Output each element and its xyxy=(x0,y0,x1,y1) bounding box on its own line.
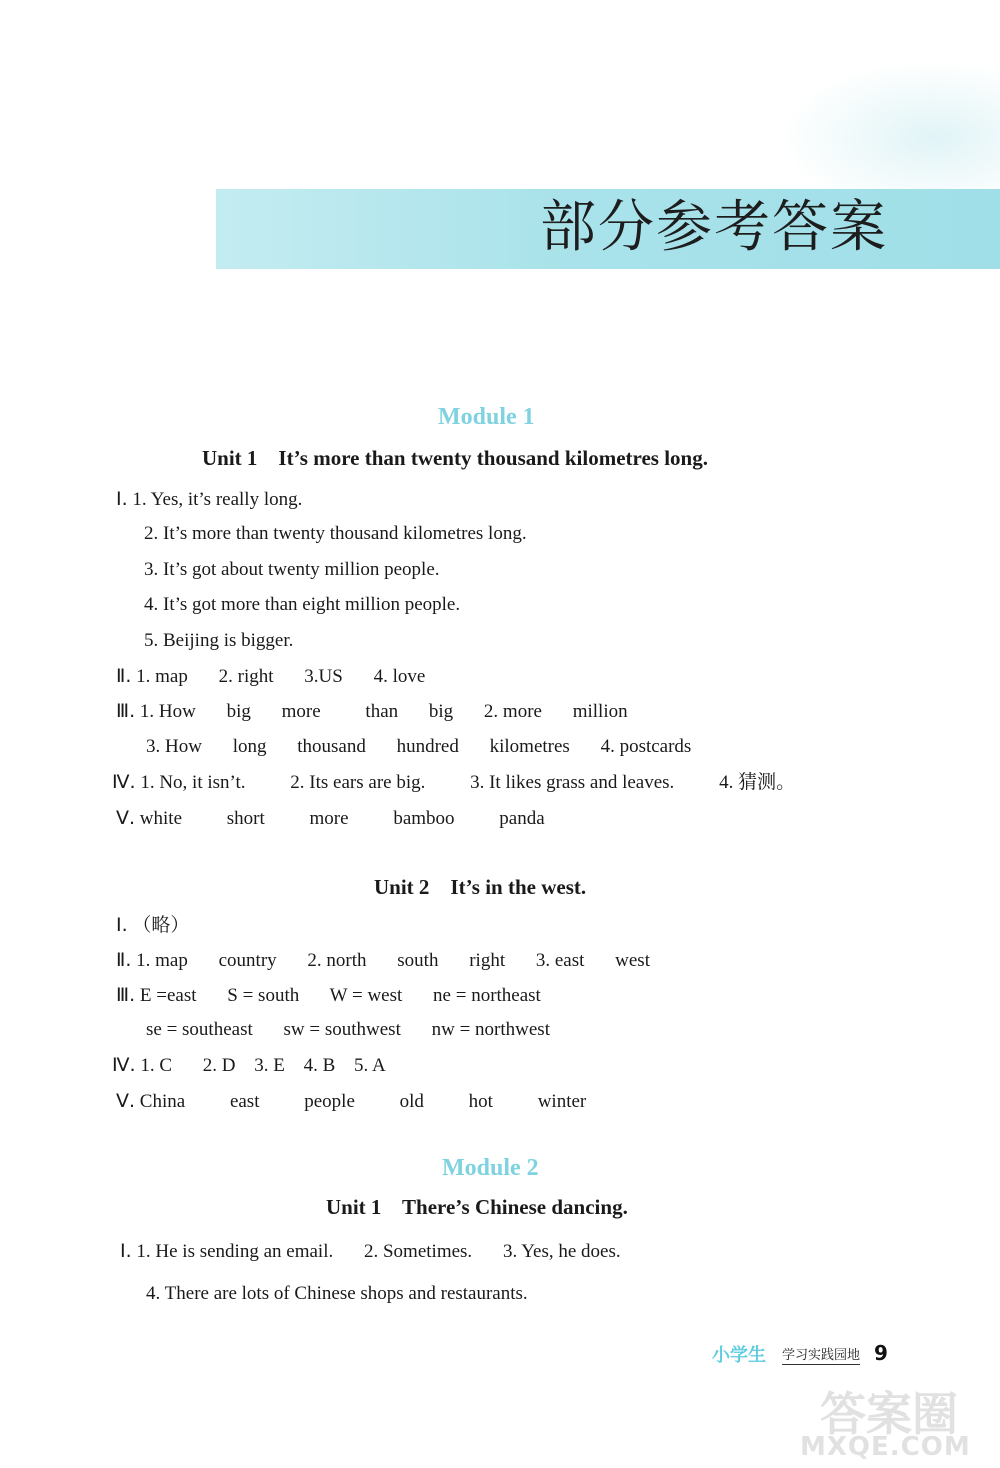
answer-item: million xyxy=(572,701,628,722)
section-label: Ⅳ. xyxy=(112,771,136,793)
answer-item: 1. C xyxy=(140,1055,173,1076)
answer-item: 4. It’s got more than eight million people. xyxy=(144,594,461,615)
answer-item: hundred xyxy=(396,736,459,757)
footer-brand: 小学生 xyxy=(712,1345,766,1366)
answer-item: 1. He is sending an email. xyxy=(136,1241,334,1262)
answer-item: China xyxy=(139,1091,186,1112)
answer-item: 2. It’s more than twenty thousand kilometres long. xyxy=(144,523,527,544)
answer-item: 3. It’s got about twenty million people. xyxy=(144,559,440,580)
watermark-url: MXQE.COM xyxy=(800,1432,971,1462)
m1u1-section-V xyxy=(116,806,545,831)
answer-item: 1. map xyxy=(136,666,188,687)
answer-item: hot xyxy=(468,1091,493,1112)
module-2-unit-1-title: Unit 1 There’s Chinese dancing. xyxy=(326,1195,628,1219)
answer-item: panda xyxy=(499,808,545,829)
answer-item: 3. It likes grass and leaves. xyxy=(470,772,675,793)
answer-item: 2. more xyxy=(483,701,542,722)
answer-item: thousand xyxy=(297,736,366,757)
corner-decoration xyxy=(780,60,1000,190)
answer-item: E =east xyxy=(139,985,197,1006)
m1u2-section-I xyxy=(116,913,189,938)
answer-item: west xyxy=(615,950,650,971)
module-1-unit-1-title: Unit 1 It’s more than twenty thousand kilometres long. xyxy=(202,446,708,470)
m1u1-section-II xyxy=(116,664,425,689)
answer-item: W = west xyxy=(329,985,403,1006)
answer-item: S = south xyxy=(227,985,300,1006)
answer-item: big xyxy=(226,701,251,722)
answer-item: right xyxy=(469,950,506,971)
header-banner xyxy=(216,189,1000,269)
answer-item: more xyxy=(309,808,349,829)
answer-item: 2. right xyxy=(218,666,274,687)
answer-item: 5. A xyxy=(354,1055,386,1076)
answer-item: 2. north xyxy=(307,950,367,971)
section-label: Ⅱ. xyxy=(116,665,132,687)
answer-item: than xyxy=(365,701,399,722)
section-label: Ⅱ. xyxy=(116,949,132,971)
answer-item: 4. B xyxy=(303,1055,336,1076)
watermark-logo: 答案圈 xyxy=(820,1387,958,1441)
answer-item: sw = southwest xyxy=(283,1019,401,1040)
answer-item: 4. 猜测。 xyxy=(719,772,796,793)
module-2-title: Module 2 xyxy=(442,1155,539,1181)
answer-item: big xyxy=(428,701,454,722)
answer-item: 4. There are lots of Chinese shops and restaurants. xyxy=(146,1283,528,1304)
m1u2-section-V xyxy=(116,1089,586,1114)
answer-item: nw = northwest xyxy=(431,1019,550,1040)
answer-item: 4. love xyxy=(373,666,426,687)
answer-item: south xyxy=(397,950,439,971)
answer-item: 2. Its ears are big. xyxy=(290,772,426,793)
m1u1-section-IV xyxy=(112,770,795,795)
m2u1-section-I xyxy=(120,1239,621,1264)
answer-item: 2. D xyxy=(202,1055,236,1076)
section-label: Ⅲ. xyxy=(116,700,136,722)
module-1-title: Module 1 xyxy=(438,404,535,430)
answer-item: 3. east xyxy=(535,950,585,971)
answer-item: 1. How xyxy=(139,701,196,722)
answer-item: bamboo xyxy=(393,808,455,829)
answer-item: east xyxy=(229,1091,260,1112)
section-label: Ⅲ. xyxy=(116,984,136,1006)
section-label: Ⅰ. xyxy=(120,1240,132,1262)
answer-item: 3. E xyxy=(254,1055,285,1076)
section-label: Ⅰ. xyxy=(116,488,128,510)
answer-item: more xyxy=(281,701,321,722)
answer-item: 1. map xyxy=(136,950,188,971)
m1u1-section-I xyxy=(116,487,302,512)
answer-item: 2. Sometimes. xyxy=(363,1241,473,1262)
answer-item: 4. postcards xyxy=(600,736,692,757)
answer-item: country xyxy=(218,950,277,971)
m1u2-section-II xyxy=(116,948,650,973)
answer-item: white xyxy=(139,808,183,829)
answer-item: short xyxy=(226,808,265,829)
m1u2-section-III xyxy=(116,983,541,1008)
section-label: Ⅴ. xyxy=(116,1090,136,1112)
answer-item: 5. Beijing is bigger. xyxy=(144,630,294,651)
answer-item: se = southeast xyxy=(146,1019,253,1040)
answer-item: 1. No, it isn’t. xyxy=(140,772,246,793)
page-number: 9 xyxy=(874,1341,888,1365)
answer-item: （略） xyxy=(132,915,190,936)
answer-item: long xyxy=(232,736,267,757)
section-label: Ⅰ. xyxy=(116,914,128,936)
answer-item: 1. Yes, it’s really long. xyxy=(132,489,303,510)
m1u2-section-III-cont xyxy=(146,1018,550,1042)
answer-item: old xyxy=(399,1091,424,1112)
section-label: Ⅴ. xyxy=(116,807,136,829)
answer-item: kilometres xyxy=(489,736,570,757)
answer-item: people xyxy=(304,1091,355,1112)
footer-subtitle: 学习实践园地 xyxy=(782,1344,860,1365)
m1u1-section-III xyxy=(116,699,628,724)
m1u2-section-IV xyxy=(112,1053,386,1078)
answer-item: 3. Yes, he does. xyxy=(502,1241,621,1262)
answer-item: ne = northeast xyxy=(433,985,541,1006)
module-1-unit-2-title: Unit 2 It’s in the west. xyxy=(374,875,587,899)
answer-item: 3. How xyxy=(146,736,202,757)
m1u1-section-III-cont xyxy=(146,735,691,759)
answer-item: winter xyxy=(537,1091,587,1112)
section-label: Ⅳ. xyxy=(112,1054,136,1076)
answer-item: 3.US xyxy=(304,666,343,687)
page-title: 部分参考答案 xyxy=(540,195,888,260)
